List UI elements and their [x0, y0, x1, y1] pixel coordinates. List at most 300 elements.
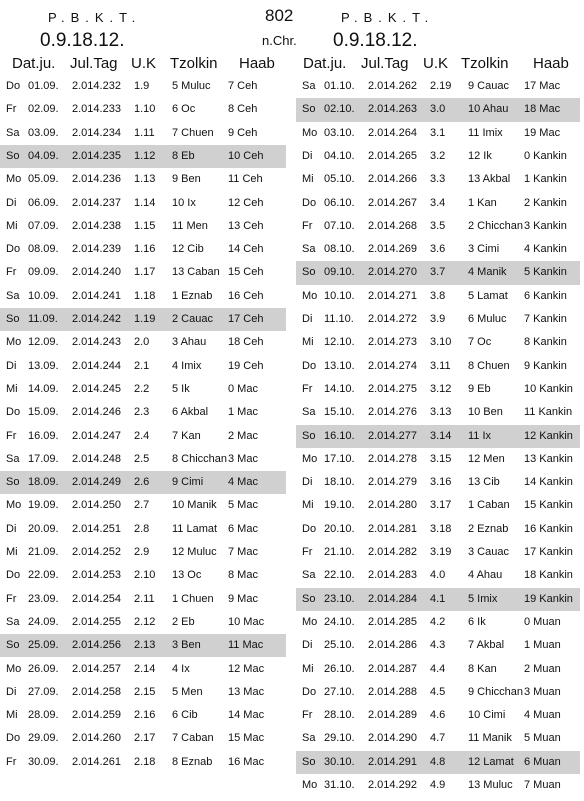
cell-tz: 3 Cauac [468, 546, 509, 558]
cell-uk: 3.19 [430, 546, 452, 558]
cell-wd: Mo [302, 779, 318, 791]
cell-jul: 2.014.271 [368, 289, 417, 302]
cell-date: 12.10. [324, 336, 355, 349]
cell-haab: 7 Kankin [524, 313, 567, 325]
cell-uk: 2.19 [430, 80, 452, 92]
cell-haab: 12 Mac [228, 662, 265, 675]
cell-jul: 2.014.268 [368, 219, 417, 232]
table-row [296, 774, 580, 797]
table-row [296, 541, 580, 564]
cell-uk: 1.13 [134, 173, 156, 186]
cell-uk: 2.8 [134, 522, 150, 535]
cell-tz: 10 Ix [172, 196, 196, 209]
cell-tz: 10 Manik [172, 499, 217, 512]
table-row [0, 122, 286, 145]
cell-haab: 19 Ceh [228, 359, 264, 372]
cell-wd: Di [6, 522, 17, 535]
cell-uk: 2.7 [134, 499, 150, 512]
cell-tz: 5 Men [172, 685, 203, 698]
cell-jul: 2.014.269 [368, 243, 417, 256]
cell-date: 13.10. [324, 359, 355, 372]
cell-tz: 9 Chicchan [468, 685, 524, 698]
cell-uk: 4.6 [430, 709, 446, 722]
cell-tz: 9 Ben [172, 173, 201, 186]
cell-wd: Di [302, 476, 313, 489]
left-header-jul: Jul.Tag [70, 55, 118, 72]
cell-uk: 3.12 [430, 382, 452, 395]
cell-wd: Mo [302, 615, 318, 628]
cell-wd: Mo [6, 499, 22, 512]
cell-haab: 19 Kankin [524, 592, 573, 605]
cell-tz: 13 Akbal [468, 173, 511, 186]
cell-jul: 2.014.265 [368, 149, 417, 162]
cell-haab: 3 Mac [228, 452, 258, 465]
cell-date: 16.09. [28, 429, 59, 442]
cell-date: 21.09. [28, 546, 59, 558]
cell-tz: 12 Lamat [468, 755, 514, 768]
table-row [0, 98, 286, 121]
cell-date: 27.10. [324, 685, 355, 698]
cell-tz: 7 Kan [172, 429, 201, 442]
left-long-count: 0.9.18.12. [40, 30, 125, 51]
cell-wd: Mi [302, 662, 314, 675]
cell-date: 15.09. [28, 406, 59, 419]
cell-date: 14.10. [324, 382, 355, 395]
cell-haab: 5 Kankin [524, 266, 567, 279]
table-row [0, 215, 286, 238]
cell-date: 02.09. [28, 103, 59, 116]
table-row [296, 145, 580, 168]
cell-uk: 3.2 [430, 149, 446, 162]
cell-haab: 3 Muan [524, 685, 561, 698]
cell-tz: 10 Ben [468, 406, 503, 419]
cell-wd: Sa [6, 615, 20, 628]
cell-uk: 3.10 [430, 336, 452, 349]
cell-wd: Sa [302, 732, 316, 745]
cell-uk: 1.18 [134, 289, 156, 302]
table-row [296, 122, 580, 145]
cell-haab: 15 Ceh [228, 266, 264, 279]
cell-jul: 2.014.255 [72, 615, 121, 628]
cell-uk: 3.8 [430, 289, 446, 302]
cell-tz: 12 Muluc [172, 546, 217, 558]
cell-tz: 11 Lamat [172, 522, 218, 535]
cell-jul: 2.014.276 [368, 406, 417, 419]
cell-jul: 2.014.292 [368, 779, 417, 791]
table-row [296, 238, 580, 261]
cell-date: 19.10. [324, 499, 355, 512]
cell-uk: 3.1 [430, 126, 446, 139]
cell-uk: 1.9 [134, 80, 150, 92]
cell-jul: 2.014.235 [72, 149, 121, 162]
cell-date: 09.09. [28, 266, 59, 279]
table-row [0, 588, 286, 611]
cell-wd: Di [302, 639, 313, 652]
cell-jul: 2.014.266 [368, 173, 417, 186]
cell-haab: 11 Ceh [228, 173, 263, 186]
cell-wd: Mo [302, 289, 318, 302]
table-row [296, 448, 580, 471]
cell-date: 24.09. [28, 615, 59, 628]
cell-tz: 5 Muluc [172, 80, 211, 92]
cell-haab: 1 Kankin [524, 173, 567, 186]
cell-uk: 3.9 [430, 313, 446, 325]
cell-tz: 6 Cib [172, 709, 198, 722]
cell-uk: 3.15 [430, 452, 452, 465]
table-row [0, 355, 286, 378]
table-row [296, 331, 580, 354]
cell-date: 10.10. [324, 289, 355, 302]
cell-uk: 3.7 [430, 266, 446, 279]
cell-haab: 10 Ceh [228, 149, 264, 162]
table-row [296, 518, 580, 541]
cell-wd: So [302, 103, 316, 116]
cell-wd: Mi [302, 173, 314, 186]
table-row [296, 168, 580, 191]
cell-date: 26.09. [28, 662, 59, 675]
cell-date: 30.10. [324, 755, 355, 768]
table-row [296, 98, 580, 121]
cell-tz: 5 Lamat [468, 289, 508, 302]
cell-wd: Sa [302, 243, 316, 256]
cell-tz: 8 Eb [172, 149, 195, 162]
cell-date: 22.10. [324, 569, 355, 582]
cell-date: 31.10. [324, 779, 355, 791]
cell-tz: 1 Caban [468, 499, 510, 512]
cell-jul: 2.014.242 [72, 313, 121, 325]
cell-wd: Fr [302, 709, 313, 722]
table-row [0, 192, 286, 215]
table-row [296, 564, 580, 587]
cell-jul: 2.014.252 [72, 546, 121, 558]
cell-jul: 2.014.279 [368, 476, 417, 489]
cell-tz: 3 Cimi [468, 243, 500, 256]
cell-wd: Fr [6, 429, 17, 442]
cell-tz: 1 Eznab [172, 289, 213, 302]
cell-uk: 4.5 [430, 685, 446, 698]
cell-jul: 2.014.281 [368, 522, 417, 535]
cell-uk: 1.17 [134, 266, 156, 279]
cell-jul: 2.014.239 [72, 243, 121, 256]
cell-tz: 6 Muluc [468, 313, 507, 325]
cell-haab: 18 Kankin [524, 569, 573, 582]
cell-jul: 2.014.270 [368, 266, 417, 279]
table-row [296, 704, 580, 727]
table-row [0, 331, 286, 354]
cell-jul: 2.014.237 [72, 196, 121, 209]
cell-haab: 5 Mac [228, 499, 258, 512]
cell-jul: 2.014.248 [72, 452, 121, 465]
cell-uk: 2.9 [134, 546, 150, 558]
cell-tz: 3 Ahau [172, 336, 207, 349]
cell-tz: 7 Oc [468, 336, 492, 349]
cell-uk: 4.4 [430, 662, 446, 675]
cell-tz: 5 Imix [468, 592, 498, 605]
cell-wd: Mi [6, 546, 18, 558]
table-row [296, 285, 580, 308]
cell-wd: Mi [6, 219, 18, 232]
cell-date: 18.10. [324, 476, 355, 489]
cell-uk: 2.16 [134, 709, 156, 722]
cell-wd: Mo [302, 452, 318, 465]
cell-wd: Mo [6, 336, 22, 349]
cell-haab: 17 Kankin [524, 546, 573, 558]
right-header-tzolkin: Tzolkin [461, 55, 509, 72]
cell-wd: Mi [302, 336, 314, 349]
cell-haab: 1 Mac [228, 406, 258, 419]
cell-date: 13.09. [28, 359, 59, 372]
cell-haab: 8 Ceh [228, 103, 258, 116]
cell-date: 26.10. [324, 662, 355, 675]
table-row [0, 681, 286, 704]
cell-uk: 2.0 [134, 336, 150, 349]
cell-wd: Mi [302, 499, 314, 512]
cell-haab: 8 Mac [228, 569, 258, 582]
left-header-uk: U.K [131, 55, 157, 72]
cell-date: 03.09. [28, 126, 59, 139]
cell-tz: 4 Ix [172, 662, 190, 675]
cell-wd: Do [302, 685, 317, 698]
table-row [296, 215, 580, 238]
cell-tz: 8 Eznab [172, 755, 213, 768]
table-row [0, 145, 286, 168]
cell-tz: 3 Ben [172, 639, 201, 652]
cell-uk: 1.16 [134, 243, 156, 256]
cell-date: 30.09. [28, 755, 59, 768]
cell-jul: 2.014.263 [368, 103, 417, 116]
cell-jul: 2.014.258 [72, 685, 121, 698]
cell-haab: 17 Mac [524, 80, 561, 92]
cell-haab: 0 Mac [228, 382, 258, 395]
table-row [0, 285, 286, 308]
cell-date: 08.10. [324, 243, 355, 256]
cell-wd: Fr [6, 266, 17, 279]
cell-haab: 14 Kankin [524, 476, 573, 489]
cell-date: 21.10. [324, 546, 355, 558]
table-row [296, 425, 580, 448]
cell-wd: Fr [6, 103, 17, 116]
cell-date: 23.09. [28, 592, 59, 605]
cell-tz: 11 Ix [468, 429, 492, 442]
table-row [0, 658, 286, 681]
cell-uk: 3.11 [430, 359, 451, 372]
cell-haab: 14 Ceh [228, 243, 264, 256]
cell-wd: Sa [6, 289, 20, 302]
table-row [0, 75, 286, 98]
table-row [296, 308, 580, 331]
left-header-haab: Haab [239, 55, 275, 72]
cell-tz: 11 Men [172, 219, 208, 232]
cell-haab: 16 Kankin [524, 522, 573, 535]
cell-wd: Do [6, 732, 21, 745]
year: 802 [265, 6, 294, 25]
cell-date: 14.09. [28, 382, 59, 395]
cell-date: 16.10. [324, 429, 355, 442]
cell-uk: 2.18 [134, 755, 156, 768]
cell-uk: 2.2 [134, 382, 150, 395]
cell-date: 25.09. [28, 639, 59, 652]
cell-uk: 2.14 [134, 662, 156, 675]
cell-wd: Di [302, 313, 313, 325]
right-header-uk: U.K [423, 55, 449, 72]
cell-date: 17.09. [28, 452, 59, 465]
cell-haab: 12 Kankin [524, 429, 573, 442]
cell-jul: 2.014.250 [72, 499, 121, 512]
cell-tz: 10 Ahau [468, 103, 509, 116]
table-row [0, 471, 286, 494]
cell-haab: 10 Kankin [524, 382, 573, 395]
table-row [0, 611, 286, 634]
cell-jul: 2.014.264 [368, 126, 417, 139]
cell-haab: 12 Ceh [228, 196, 264, 209]
cell-haab: 1 Muan [524, 639, 561, 652]
cell-haab: 0 Muan [524, 615, 561, 628]
cell-haab: 15 Kankin [524, 499, 573, 512]
cell-wd: Do [6, 406, 21, 419]
cell-jul: 2.014.238 [72, 219, 121, 232]
table-row [296, 378, 580, 401]
cell-date: 17.10. [324, 452, 355, 465]
cell-tz: 6 Ik [468, 615, 486, 628]
cell-date: 28.09. [28, 709, 59, 722]
cell-tz: 9 Eb [468, 382, 491, 395]
cell-haab: 18 Ceh [228, 336, 264, 349]
cell-uk: 1.10 [134, 103, 156, 116]
cell-uk: 2.1 [134, 359, 150, 372]
cell-haab: 11 Mac [228, 639, 264, 652]
cell-uk: 3.16 [430, 476, 452, 489]
cell-jul: 2.014.247 [72, 429, 121, 442]
cell-tz: 4 Imix [172, 359, 202, 372]
cell-date: 07.09. [28, 219, 59, 232]
cell-haab: 13 Mac [228, 685, 265, 698]
cell-tz: 11 Manik [468, 732, 512, 745]
cell-uk: 4.1 [430, 592, 446, 605]
cell-uk: 3.17 [430, 499, 452, 512]
cell-uk: 4.8 [430, 755, 446, 768]
cell-wd: Fr [302, 546, 313, 558]
cell-jul: 2.014.287 [368, 662, 417, 675]
cell-wd: Sa [302, 80, 316, 92]
cell-wd: Di [6, 196, 17, 209]
cell-jul: 2.014.278 [368, 452, 417, 465]
cell-uk: 1.14 [134, 196, 156, 209]
cell-wd: So [6, 313, 20, 325]
table-row [0, 634, 286, 657]
cell-haab: 2 Muan [524, 662, 561, 675]
cell-jul: 2.014.245 [72, 382, 121, 395]
cell-date: 12.09. [28, 336, 59, 349]
cell-tz: 13 Oc [172, 569, 202, 582]
cell-jul: 2.014.286 [368, 639, 417, 652]
cell-wd: Do [6, 569, 21, 582]
cell-wd: Mi [6, 382, 18, 395]
cell-jul: 2.014.234 [72, 126, 121, 139]
table-row [296, 261, 580, 284]
cell-jul: 2.014.241 [72, 289, 121, 302]
cell-date: 06.09. [28, 196, 59, 209]
cell-haab: 5 Muan [524, 732, 561, 745]
cell-date: 25.10. [324, 639, 355, 652]
table-row [0, 518, 286, 541]
cell-tz: 13 Muluc [468, 779, 513, 791]
cell-date: 11.10. [324, 313, 354, 325]
cell-jul: 2.014.256 [72, 639, 121, 652]
cell-wd: Di [6, 685, 17, 698]
cell-jul: 2.014.267 [368, 196, 417, 209]
cell-jul: 2.014.246 [72, 406, 121, 419]
cell-tz: 13 Cib [468, 476, 500, 489]
table-row [0, 704, 286, 727]
table-row [296, 471, 580, 494]
cell-wd: Mo [302, 126, 318, 139]
cell-haab: 4 Kankin [524, 243, 567, 256]
cell-wd: Fr [6, 592, 17, 605]
right-header-date: Dat.ju. [303, 55, 347, 72]
cell-jul: 2.014.289 [368, 709, 417, 722]
cell-haab: 17 Ceh [228, 313, 264, 325]
cell-wd: Di [302, 149, 313, 162]
era: n.Chr. [262, 33, 297, 48]
cell-haab: 6 Muan [524, 755, 561, 768]
cell-uk: 1.11 [134, 126, 155, 139]
cell-jul: 2.014.259 [72, 709, 121, 722]
cell-date: 20.09. [28, 522, 59, 535]
cell-haab: 9 Kankin [524, 359, 567, 372]
cell-tz: 2 Chicchan [468, 219, 524, 232]
cell-jul: 2.014.283 [368, 569, 417, 582]
cell-wd: Do [6, 80, 21, 92]
cell-jul: 2.014.243 [72, 336, 121, 349]
table-row [0, 378, 286, 401]
table-row [296, 192, 580, 215]
cell-uk: 3.0 [430, 103, 446, 116]
cell-uk: 3.14 [430, 429, 452, 442]
cell-jul: 2.014.262 [368, 80, 417, 92]
cell-uk: 4.0 [430, 569, 446, 582]
cell-tz: 5 Ik [172, 382, 190, 395]
cell-date: 05.10. [324, 173, 355, 186]
cell-jul: 2.014.236 [72, 173, 121, 186]
table-row [296, 658, 580, 681]
cell-haab: 2 Mac [228, 429, 258, 442]
cell-wd: So [302, 266, 316, 279]
cell-jul: 2.014.232 [72, 80, 121, 92]
cell-date: 02.10. [324, 103, 355, 116]
cell-haab: 4 Muan [524, 709, 561, 722]
table-row [0, 727, 286, 750]
table-row [0, 168, 286, 191]
cell-date: 04.09. [28, 149, 59, 162]
cell-tz: 12 Cib [172, 243, 204, 256]
cell-haab: 7 Muan [524, 779, 561, 791]
cell-uk: 2.17 [134, 732, 156, 745]
cell-tz: 1 Kan [468, 196, 497, 209]
cell-jul: 2.014.240 [72, 266, 121, 279]
cell-wd: So [302, 755, 316, 768]
cell-jul: 2.014.291 [368, 755, 417, 768]
cell-uk: 2.10 [134, 569, 156, 582]
cell-wd: Fr [6, 755, 17, 768]
cell-jul: 2.014.233 [72, 103, 121, 116]
cell-tz: 2 Cauac [172, 313, 213, 325]
table-row [296, 681, 580, 704]
cell-jul: 2.014.273 [368, 336, 417, 349]
cell-jul: 2.014.290 [368, 732, 417, 745]
cell-jul: 2.014.257 [72, 662, 121, 675]
cell-tz: 7 Akbal [468, 639, 505, 652]
cell-tz: 9 Cimi [172, 476, 204, 489]
